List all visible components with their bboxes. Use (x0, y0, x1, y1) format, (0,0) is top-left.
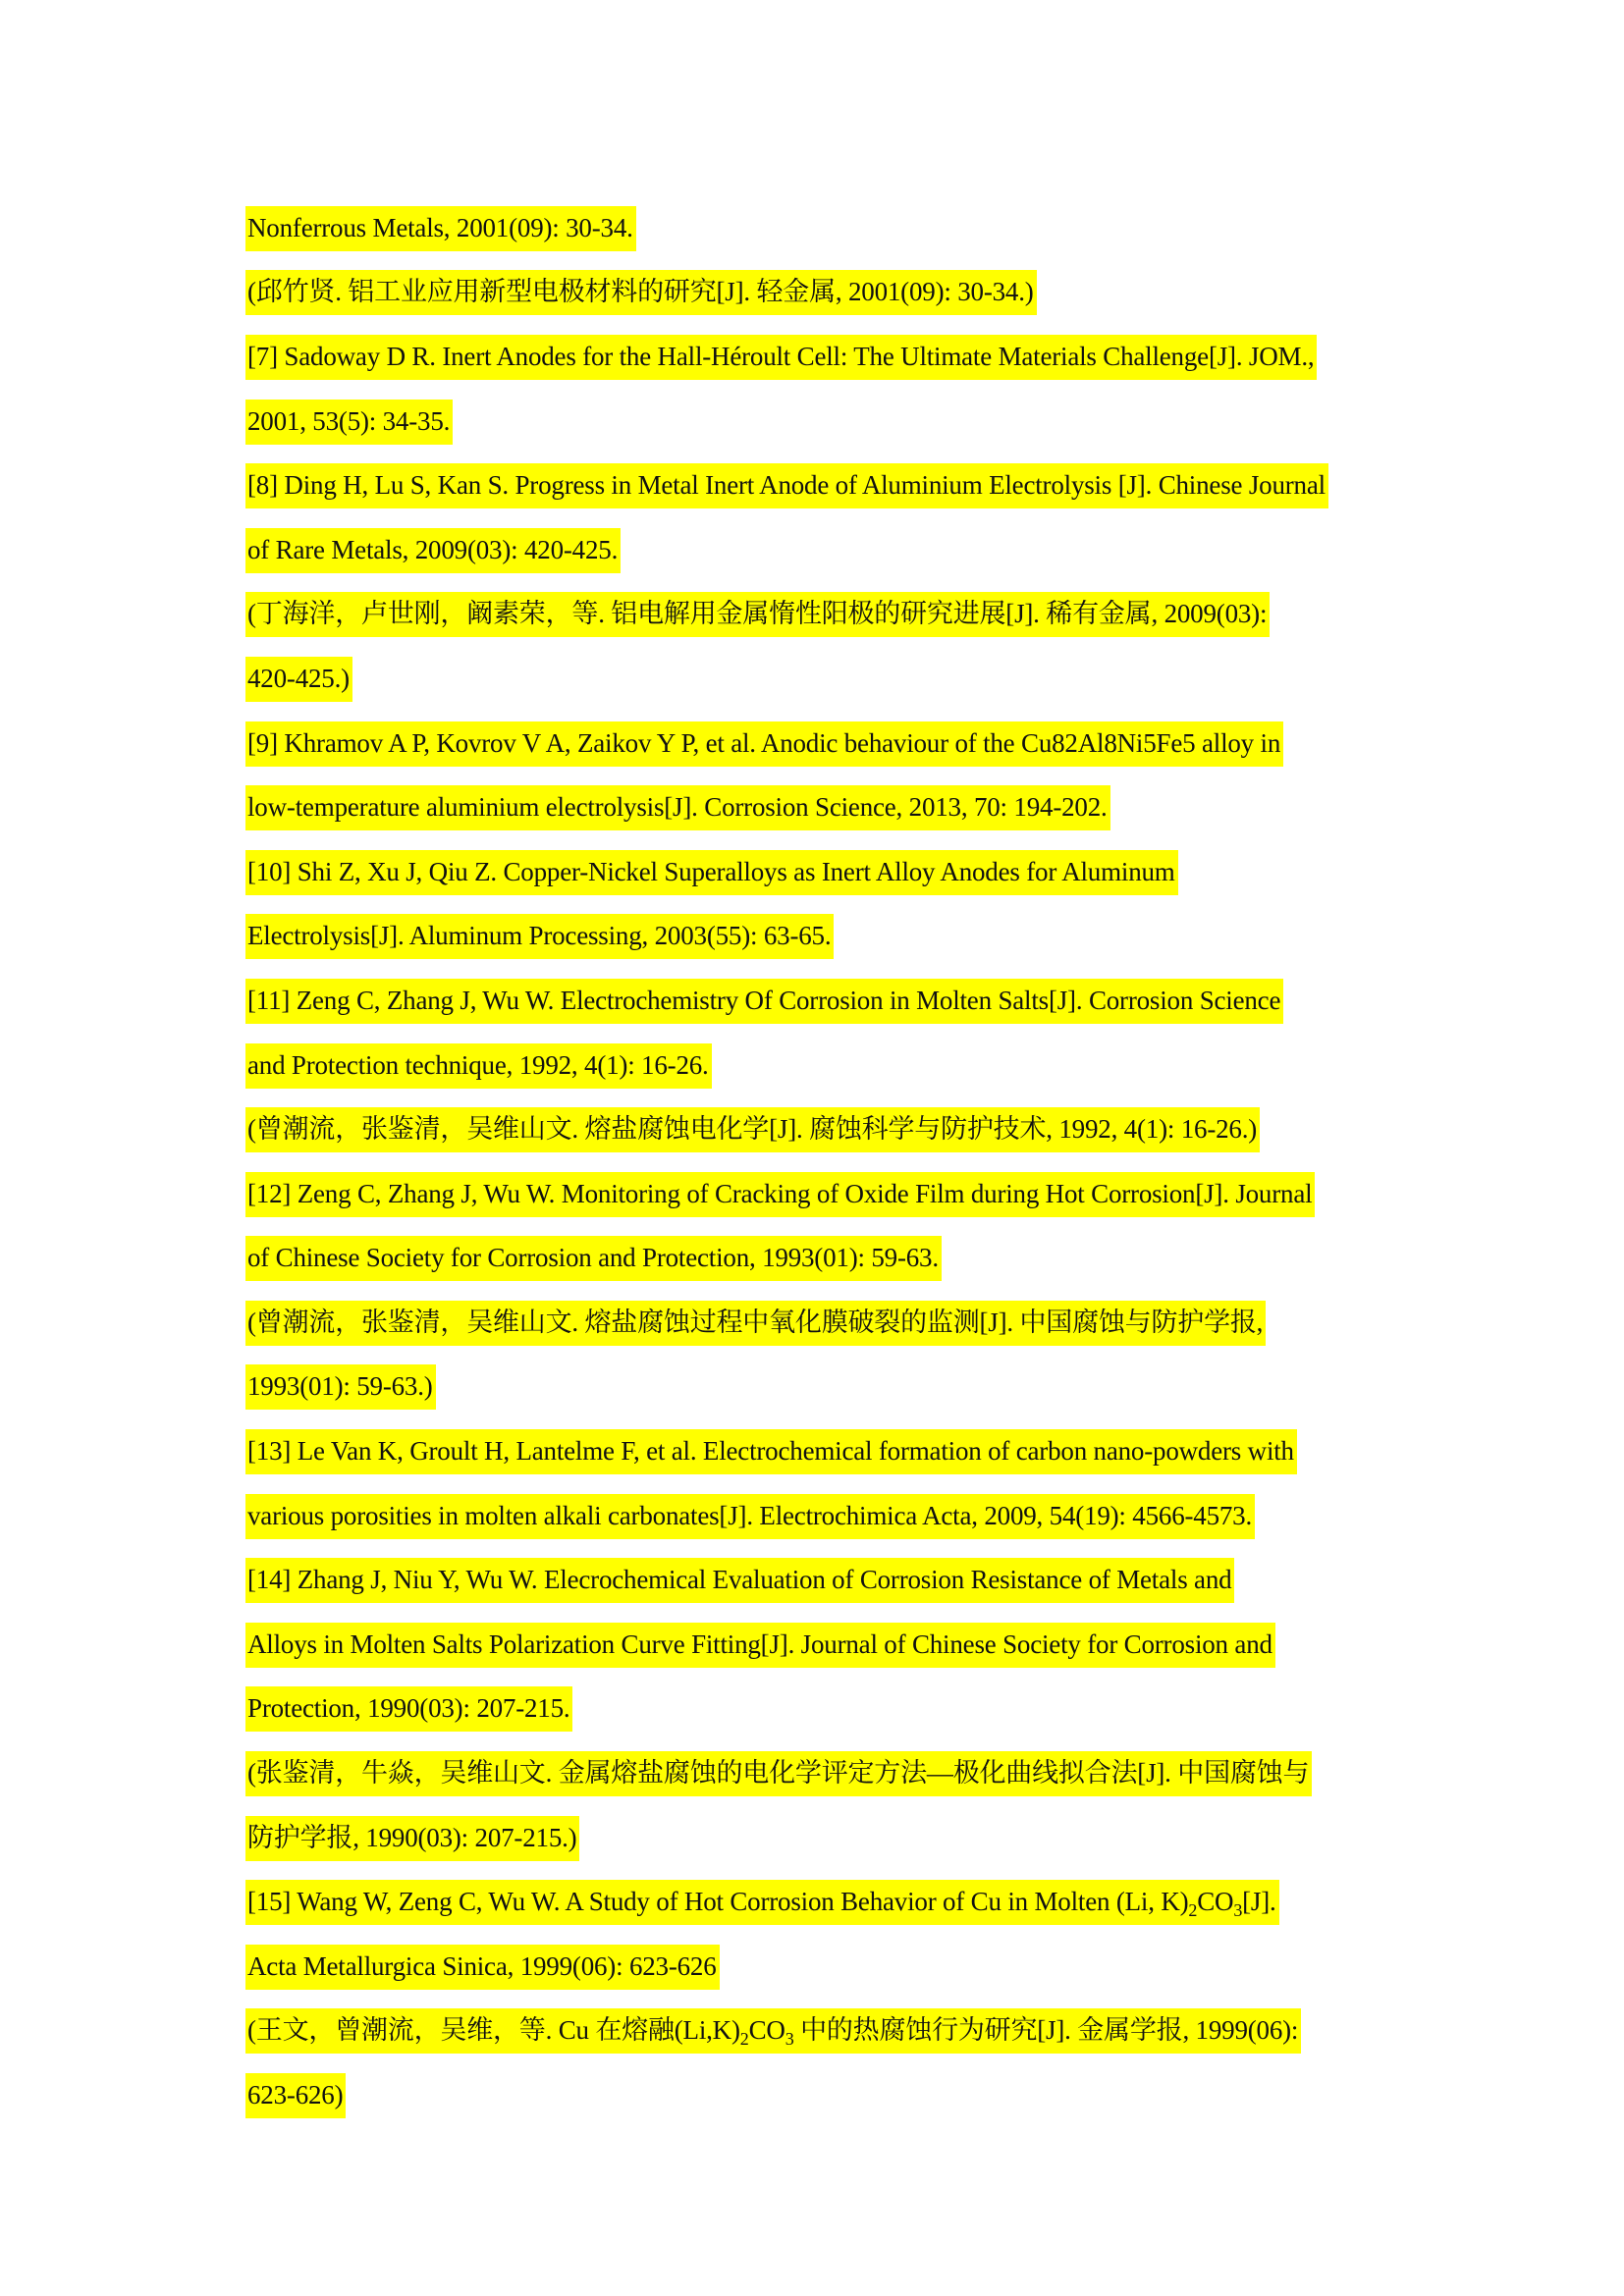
text-line (245, 1227, 1404, 1292)
highlighted-text: various porosities in molten alkali carbonates[J]. Electrochimica Acta, 2009, 54(19): 4566-4573. (245, 1494, 1255, 1539)
ref15-text: CO (748, 2015, 785, 2046)
highlighted-text: Protection, 1990(03): 207-215. (245, 1686, 572, 1732)
subscript: 3 (785, 2029, 794, 2050)
text-line (245, 1870, 1404, 1935)
text-line (245, 905, 1404, 970)
text-line (245, 390, 1404, 454)
text-line (245, 1034, 1404, 1098)
reference-page (245, 196, 1404, 2128)
highlighted-text: [13] Le Van K, Groult H, Lantelme F, et al. Electrochemical formation of carbon nano-powders with (245, 1429, 1297, 1474)
text-line (245, 1935, 1404, 2000)
ref15-text: [J]. (1242, 1887, 1276, 1917)
highlighted-text: [12] Zeng C, Zhang J, Wu W. Monitoring of Cracking of Oxide Film during Hot Corrosion[J]. Journal (245, 1172, 1315, 1217)
text-line (245, 840, 1404, 905)
highlighted-text: of Rare Metals, 2009(03): 420-425. (245, 528, 621, 573)
highlighted-text: Alloys in Molten Salts Polarization Curve Fitting[J]. Journal of Chinese Society for Corrosion and (245, 1623, 1275, 1668)
highlighted-text (245, 1880, 1279, 1925)
text-line (245, 2063, 1404, 2128)
highlighted-text: 623-626) (245, 2073, 346, 2118)
text-line (245, 518, 1404, 583)
text-line (245, 196, 1404, 261)
text-line (245, 2000, 1404, 2064)
highlighted-text: (邱竹贤. 铝工业应用新型电极材料的研究[J]. 轻金属, 2001(09): 30-34.) (245, 270, 1037, 315)
highlighted-text: (曾潮流，张鉴清，吴维山文. 熔盐腐蚀电化学[J]. 腐蚀科学与防护技术, 1992, 4(1): 16-26.) (245, 1107, 1260, 1152)
text-line (245, 1548, 1404, 1613)
text-line (245, 647, 1404, 712)
highlighted-text: 1993(01): 59-63.) (245, 1364, 436, 1410)
ref15-text: 中的热腐蚀行为研究[J]. 金属学报, 1999(06): (793, 2015, 1299, 2046)
highlighted-text: (曾潮流，张鉴清，吴维山文. 熔盐腐蚀过程中氧化膜破裂的监测[J]. 中国腐蚀与防护学报, (245, 1301, 1266, 1346)
highlighted-text (245, 2008, 1301, 2054)
text-line (245, 1484, 1404, 1549)
subscript: 2 (1188, 1900, 1198, 1921)
text-line (245, 1097, 1404, 1162)
highlighted-text: of Chinese Society for Corrosion and Protection, 1993(01): 59-63. (245, 1236, 942, 1281)
highlighted-text: (张鉴清，牛焱，吴维山文. 金属熔盐腐蚀的电化学评定方法—极化曲线拟合法[J]. 中国腐蚀与 (245, 1751, 1312, 1796)
text-line (245, 261, 1404, 326)
ref15-text: [15] Wang W, Zeng C, Wu W. A Study of Hot Corrosion Behavior of Cu in Molten (Li, K) (247, 1887, 1189, 1917)
highlighted-text: 420-425.) (245, 657, 352, 702)
text-line (245, 775, 1404, 840)
text-line (245, 1419, 1404, 1484)
text-line (245, 1291, 1404, 1356)
highlighted-text: 防护学报, 1990(03): 207-215.) (245, 1816, 579, 1861)
text-line (245, 583, 1404, 648)
highlighted-text: [9] Khramov A P, Kovrov V A, Zaikov Y P, et al. Anodic behaviour of the Cu82Al8Ni5Fe5 alloy in (245, 721, 1283, 767)
highlighted-text: [11] Zeng C, Zhang J, Wu W. Electrochemistry Of Corrosion in Molten Salts[J]. Corrosion Science (245, 979, 1283, 1024)
text-line (245, 1613, 1404, 1678)
text-line (245, 1162, 1404, 1227)
highlighted-text: [7] Sadoway D R. Inert Anodes for the Hall-Héroult Cell: The Ultimate Materials Challenge[J]. JOM., (245, 335, 1317, 380)
highlighted-text: and Protection technique, 1992, 4(1): 16-26. (245, 1043, 712, 1089)
text-line (245, 712, 1404, 776)
subscript: 2 (739, 2029, 749, 2050)
highlighted-text: [10] Shi Z, Xu J, Qiu Z. Copper-Nickel Superalloys as Inert Alloy Anodes for Aluminum (245, 850, 1178, 895)
highlighted-text: Acta Metallurgica Sinica, 1999(06): 623-626 (245, 1945, 720, 1990)
text-line (245, 325, 1404, 390)
highlighted-text: [14] Zhang J, Niu Y, Wu W. Elecrochemical Evaluation of Corrosion Resistance of Metals and (245, 1558, 1234, 1603)
highlighted-text: (丁海洋，卢世刚，阚素荣，等. 铝电解用金属惰性阳极的研究进展[J]. 稀有金属, 2009(03): (245, 592, 1270, 637)
highlighted-text: Nonferrous Metals, 2001(09): 30-34. (245, 206, 636, 251)
text-line (245, 1356, 1404, 1420)
subscript: 3 (1233, 1900, 1243, 1921)
ref15-text: (王文，曾潮流，吴维，等. Cu 在熔融(Li,K) (247, 2015, 740, 2046)
highlighted-text: low-temperature aluminium electrolysis[J]. Corrosion Science, 2013, 70: 194-202. (245, 785, 1110, 830)
highlighted-text: 2001, 53(5): 34-35. (245, 400, 453, 445)
text-line (245, 1678, 1404, 1742)
text-line (245, 1741, 1404, 1806)
highlighted-text: Electrolysis[J]. Aluminum Processing, 2003(55): 63-65. (245, 914, 834, 959)
text-line (245, 969, 1404, 1034)
text-line (245, 454, 1404, 518)
text-line (245, 1806, 1404, 1871)
ref15-text: CO (1197, 1887, 1234, 1917)
highlighted-text: [8] Ding H, Lu S, Kan S. Progress in Metal Inert Anode of Aluminium Electrolysis [J]. Chinese Journal (245, 463, 1328, 508)
